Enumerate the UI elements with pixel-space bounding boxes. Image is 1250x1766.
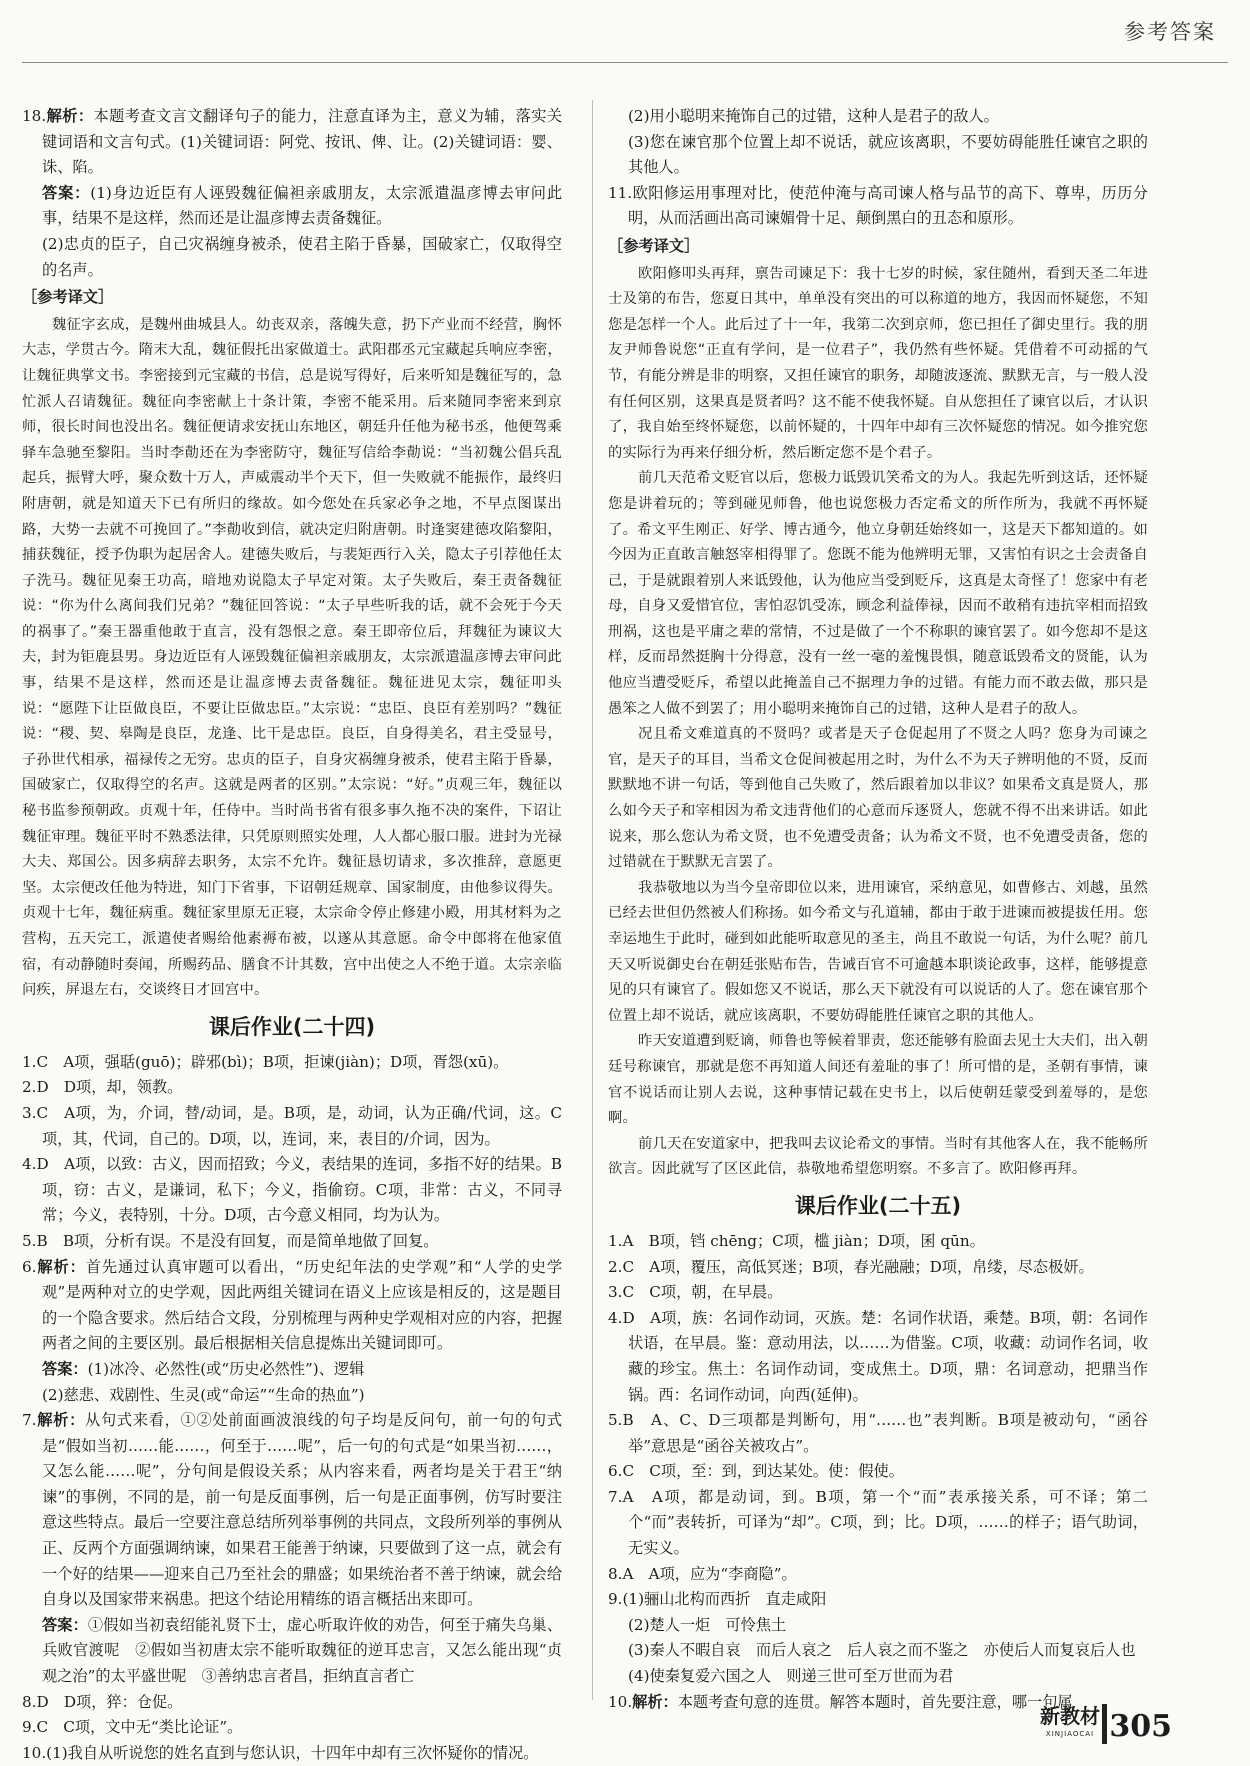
item-number: 6.	[22, 1257, 37, 1276]
item-text: 11.欧阳修运用事理对比，使范仲淹与高司谏人格与品节的高下、尊卑，历历分明，从而活画出高司谏媚骨十足、颠倒黑白的丑态和原形。	[608, 183, 1148, 228]
item-label: 答案	[42, 1615, 73, 1634]
answer-item	[608, 181, 1148, 232]
answer-item	[22, 1050, 562, 1076]
answer-item	[22, 1715, 562, 1741]
right-column	[608, 104, 1148, 1711]
item-text: 1.A B项，铛 chēng；C项，槛 jiàn；D项，囷 qūn。	[608, 1231, 985, 1250]
answer-subitem	[608, 1664, 1148, 1690]
answer-item	[608, 1255, 1148, 1281]
translation-paragraph: 前几天范希文贬官以后，您极力诋毁讥笑希文的为人。我起先听到这话，还怀疑您是讲着玩的；等到碰见师鲁，他也说您极力否定希文的所作所为，我就不再怀疑了。希文平生刚正、好学、博古通今，他立身朝廷始终如一，这是天下都知道的。如今因为正直敢言触怒宰相得罪了。您既不能为他辨明无罪，又害怕有识之士会责备自己，于是就跟着别人来诋毁他，认为他应当受到贬斥，这真是太奇怪了！您家中有老母，自身又爱惜官位，害怕忍饥受冻，顾念利益俸禄，因而不敢稍有违抗宰相而招致刑祸，这也是平庸之辈的常情，不过是做了一个不称职的谏官罢了。如今您却不是这样，反而昂然挺胸十分得意，没有一丝一毫的羞愧畏惧，随意诋毁希文的贤能，认为他应当遭受贬斥，希望以此掩盖自己不据理力争的过错。有能力而不敢去做，那只是愚笨之人做不到罢了；用小聪明来掩饰自己的过错，这种人是君子的敌人。	[608, 470, 1148, 717]
item-text: 4.D A项，族：名词作动词，灭族。楚：名词作状语，乘楚。B项，朝：名词作状语，在早晨。鉴：意动用法，以……为借鉴。C项，收藏：动词作名词，收藏的珍宝。焦土：名词作动词，变成焦土。D项，鼎：名词意动，把鼎当作锅。西：名词作动词，向西(延伸)。	[608, 1308, 1148, 1404]
section-heading: 课后作业(二十四)	[208, 1014, 376, 1039]
item-text: 5.B B项，分析有误。不是没有回复，而是简单地做了回复。	[22, 1231, 439, 1250]
item-text: 2.C A项，覆压，高低冥迷；B项，春光融融；D项，帛缕，尽态极妍。	[608, 1257, 1094, 1276]
item-label: 答案	[42, 1359, 73, 1378]
item-text: (1)冰冷、必然性(或“历史必然性”)、逻辑	[87, 1359, 365, 1378]
translation-paragraph: 况且希文难道真的不贤吗？或者是天子仓促起用了不贤之人吗？您身为司谏之官，是天子的耳目，当希文仓促间被起用之时，为什么不为天子辨明他的不贤，反而默默地不讲一句话，等到他自己失败了，然后跟着加以非议？如果希文真是贤人，那么如今天子和宰相因为希文违背他们的心意而斥逐贤人，您就不得不出来讲话。如此说来，那么您认为希文贤，也不免遭受责备；认为希文不贤，也不免遭受责备，您的过错就在于默默无言罢了。	[608, 726, 1148, 871]
item-label: 解析	[632, 1692, 663, 1711]
item-text: 8.A A项，应为“李商隐”。	[608, 1564, 797, 1583]
footer-brand-pinyin: XINJIAOCAI	[1045, 1730, 1095, 1738]
footer-brand	[1040, 1704, 1100, 1738]
item-text: 从句式来看，①②处前面画波浪线的句子均是反问句，前一句的句式是“假如当初……能……，何至于……呢”，后一句的句式是“如果当初……，又怎么能……呢”，分句间是假设关系；从内容来看，两者均是关于君王“纳谏”的事例，不同的是，前一句是反面事例，后一句是正面事例，仿写时要注意这些特点。最后一空要注意总结所列举事例的共同点，文段所列举的事例从正、反两个方面强调纳谏，如果君王能善于纳谏，只要做到了这一点，就会有一个好的结果——迎来自己乃至社会的鼎盛；如果统治者不善于纳谏，就会给自身以及国家带来祸患。把这个结论用精练的语言概括出来即可。	[42, 1411, 563, 1609]
answer-item	[22, 1101, 562, 1152]
item-text: (2)楚人一炬 可怜焦土	[628, 1615, 787, 1634]
answer-item	[608, 1306, 1148, 1408]
item-text: 9.(1)骊山北构而西折 直走咸阳	[608, 1590, 827, 1609]
translation-paragraph: 前几天在安道家中，把我叫去议论希文的事情。当时有其他客人在，我不能畅所欲言。因此就写了区区此信，恭敬地希望您明察。不多言了。欧阳修再拜。	[608, 1135, 1148, 1178]
answer-subitem	[22, 232, 562, 283]
left-column	[22, 104, 563, 1762]
item-text: 9.C C项，文中无“类比论证”。	[22, 1718, 243, 1737]
answer-subitem	[22, 1383, 562, 1409]
item-text: 1.C A项，强聒(guō)；辟邪(bì)；B项，拒谏(jiàn)；D项，胥怨(xū)。	[22, 1052, 509, 1071]
item-number: 18.	[22, 107, 47, 125]
translation-paragraph: 我恭敬地以为当今皇帝即位以来，进用谏官，采纳意见，如曹修古、刘越，虽然已经去世但仍然被人们称扬。如今希文与孔道辅，都由于敢于进谏而被提拔任用。您幸运地生于此时，碰到如此能听取意见的圣主，尚且不敢说一句话，为什么呢？前几天又听说御史台在朝廷张贴布告，告诫百官不可逾越本职谈论政事，这样，能够提意见的只有谏官了。假如您又不说话，那么天下就没有可以说话的人了。您在谏官那个位置上却不说话，就应该离职，不要妨碍能胜任谏官之职的其他人。	[608, 879, 1148, 1024]
answer-item	[608, 1485, 1148, 1562]
item-text: (2)用小聪明来掩饰自己的过错，这种人是君子的敌人。	[628, 107, 999, 125]
item-text: 本题考查句意的连贯。解答本题时，首先要注意，哪一句属	[677, 1692, 1073, 1711]
item-text: 10.(1)我自从听说您的姓名直到与您认识，十四年中却有三次怀疑你的情况。	[22, 1743, 539, 1762]
item-text: 4.D A项，以致：古义，因而招致；今义，表结果的连词，多指不好的结果。B项，窃：古义，是谦词，私下；今义，指偷窃。C项，非常：古义，不同寻常；今义，表特别，十分。D项，古今意义相同，均为认为。	[22, 1155, 562, 1225]
item-text: (2)忠贞的臣子，自己灾祸缠身被杀，使君主陷于昏暴，国破家亡，仅取得空的名声。	[42, 234, 562, 279]
label-colon: ：	[69, 1411, 86, 1430]
answer-item	[608, 1408, 1148, 1459]
answer-subitem	[22, 1357, 562, 1383]
answer-item	[22, 1690, 562, 1716]
item-text: 本题考查文言文翻译句子的能力，注意直译为主，意义为辅，落实关键词语和文言句式。(1)关键词语：阿党、按讯、俾、让。(2)关键词语：婴、诛、陷。	[42, 107, 563, 177]
translation-paragraph: 欧阳修叩头再拜，禀告司谏足下：我十七岁的时候，家住随州，看到天圣二年进士及第的布告，您夏日其中，单单没有突出的可以称道的地方，我因而怀疑您，不知您是怎样一个人。此后过了十一年，我第二次到京师，您已担任了御史里行。我的朋友尹师鲁说您“正直有学问，是一位君子”，我仍然有些怀疑。凭借着不可动摇的气节，有能分辨是非的明察，又担任谏官的职务，却随波逐流、默默无言，与一般人没有任何区别，这果真是贤者吗？这不能不使我怀疑。自从您担任了谏官以后，才认识了，我自始至终怀疑您，以前怀疑的，十四年中却有三次怀疑您的情况。如今推究您的实际行为再来仔细分析，然后断定您不是个君子。	[608, 265, 1148, 461]
answer-item	[22, 1255, 562, 1357]
item-label: 解析	[36, 1257, 70, 1276]
answer-item	[608, 1280, 1148, 1306]
item-label: 答案	[42, 183, 75, 202]
item-text: 5.B A、C、D三项都是判断句，用“……也”表判断。B项是被动句，“函谷举”意思是“函谷关被攻占”。	[608, 1411, 1148, 1455]
item-number: 10.	[608, 1692, 633, 1711]
item-text: (3)您在谏官那个位置上却不说话，就应该离职，不要妨碍能胜任谏官之职的其他人。	[628, 132, 1148, 177]
item-text: 8.D D项，猝：仓促。	[22, 1692, 183, 1711]
answer-subitem	[608, 104, 1148, 130]
answer-subitem	[608, 1613, 1148, 1639]
translation-paragraph: 魏征字玄成，是魏州曲城县人。幼丧双亲，落魄失意，扔下产业而不经营，胸怀大志，学贯古今。隋末大乱，魏征假托出家做道士。武阳郡丞元宝藏起兵响应李密，让魏征典掌文书。李密接到元宝藏的书信，总是说写得好，后来听知是魏征写的，急忙派人召请魏征。魏征向李密献上十条计策，李密不能采用。后来随同李密来到京师，很长时间也没出名。魏征便请求安抚山东地区，朝廷升任他为秘书丞，他便驾乘驿车急驰至黎阳。当时李勣还在为李密防守，魏征写信给李勣说：“当初魏公倡兵乱起兵，振臂大呼，聚众数十万人，声威震动半个天下，但一失败就不能振作，最终归附唐朝，就是知道天下已有所归的缘故。如今您处在兵家必争之地，不早点图谋出路，大势一去就不可挽回了。”李勣收到信，就决定归附唐朝。时逢窦建德攻陷黎阳，捕获魏征，授予伪职为起居舍人。建德失败后，与裴矩西行入关，隐太子引荐他任太子洗马。魏征见秦王功高，暗地劝说隐太子早定对策。太子失败后，秦王责备魏征说：“你为什么离间我们兄弟？”魏征回答说：“太子早些听我的话，就不会死于今天的祸事了。”秦王器重他敢于直言，没有怨恨之意。秦王即帝位后，拜魏征为谏议大夫，封为钜鹿县男。身边近臣有人诬毁魏征偏袒亲戚朋友，太宗派遣温彦博去审问此事，结果不是这样，然而还是让温彦博去责备魏征。魏征进见太宗，魏征叩头说：“愿陛下让臣做良臣，不要让臣做忠臣。”太宗说：“忠臣、良臣有差别吗？”魏征说：“稷、契、皋陶是良臣，龙逢、比干是忠臣。良臣，自身得美名，君主受显号，子孙世代相承，福禄传之无穷。忠贞的臣子，自身灾祸缠身被杀，使君主陷于昏暴，国破家亡，仅取得空的名声。这就是两者的区别。”太宗说：“好。”贞观三年，魏征以秘书监参预朝政。贞观十年，任侍中。当时尚书省有很多事久拖不决的案件，下诏让魏征审理。魏征平时不熟悉法律，只凭原则照实处理，人人都心服口服。进封为光禄大夫、郑国公。因多病辞去职务，太宗不允许。魏征恳切请求，多次推辞，意愿更坚。太宗便改任他为特进，知门下省事，下诏朝廷规章、国家制度，由他参议得失。贞观十七年，魏征病重。魏征家里原无正寝，太宗命令停止修建小殿，用其材料为之营构，五天完工，派遣使者赐给他素褥布被，以遂从其意愿。命令中郎将在他家值宿，有动静随时奏闻，所赐药品、膳食不计其数，宫中出使之人不绝于道。太宗亲临问疾，屏退左右，交谈终日才回宫中。	[22, 316, 562, 999]
answer-item	[22, 1741, 562, 1766]
item-text: (3)秦人不暇自哀 而后人哀之 后人哀之而不鉴之 亦使后人而复哀后人也	[628, 1641, 1136, 1660]
answer-item	[608, 1562, 1148, 1588]
item-label: 解析	[36, 1411, 70, 1430]
answer-subitem	[22, 1613, 562, 1690]
answer-item	[22, 104, 562, 181]
answer-subitem	[608, 130, 1148, 181]
item-text: 3.C A项，为，介词，替/动词，是。B项，是，动词，认为正确/代词，这。C项，其，代词，自己的。D项，以，连词，来，表目的/介词，因为。	[22, 1103, 562, 1148]
answer-item	[22, 1229, 562, 1255]
answer-item	[608, 1229, 1148, 1255]
footer-brand-text: 新教材	[1040, 1704, 1100, 1729]
label-colon: ：	[77, 107, 94, 125]
item-label: 解析	[46, 107, 78, 125]
item-text: 首先通过认真审题可以看出，“历史纪年法的史学观”和“人学的史学观”是两种对立的史学观，因此两组关键词在语义上应该是相反的，这是题目的一个隐含要求。然后结合文段，分别梳理与两种史学观相对应的内容，把握两者之间的主要区别。最后根据相关信息提炼出关键词即可。	[42, 1257, 563, 1353]
label-colon: ：	[72, 1615, 88, 1634]
answer-item	[608, 1459, 1148, 1485]
translation-paragraph: 昨天安道遭到贬谪，师鲁也等候着罪责，您还能够有脸面去见士大夫们，出入朝廷号称谏官，那就是您不再知道人间还有羞耻的事了！所可惜的是，圣朝有事情，谏官不说话而让别人去说，这种事情记载在史书上，以后使朝廷蒙受到羞辱的，是您啊。	[608, 1033, 1148, 1127]
item-number: 7.	[22, 1411, 37, 1430]
item-text: (4)使秦复爱六国之人 则递三世可至万世而为君	[628, 1667, 954, 1686]
answer-item	[22, 1408, 562, 1613]
item-text: ①假如当初袁绍能礼贤下士，虚心听取许攸的劝告，何至于痛失乌巢、兵败官渡呢 ②假如当初唐太宗不能听取魏征的逆耳忠言，又怎么能出现“贞观之治”的太平盛世呢 ③善纳忠言者昌，拒纳直言者亡	[42, 1615, 563, 1686]
translation-label: ［参考译文］	[22, 288, 114, 307]
header-rule	[22, 62, 1228, 63]
page-header-title: 参考答案	[1124, 20, 1216, 44]
item-text: 3.C C项，朝，在早晨。	[608, 1283, 783, 1302]
translation-label: ［参考译文］	[608, 236, 700, 255]
label-colon: ：	[662, 1692, 678, 1711]
label-colon: ：	[74, 183, 91, 202]
section-heading: 课后作业(二十五)	[794, 1193, 962, 1218]
answer-subitem	[608, 1638, 1148, 1664]
item-text: 7.A A项，都是动词，到。B项，第一个“而”表承接关系，可不译；第二个“而”表转折，可译为“却”。C项，到；比。D项，……的样子；语气助词，无实义。	[608, 1487, 1148, 1558]
item-text: (2)慈悲、戏剧性、生灵(或“命运”“生命的热血”)	[42, 1385, 365, 1404]
answer-item	[608, 1587, 1148, 1613]
answer-item	[22, 1075, 562, 1101]
answer-item	[22, 1152, 562, 1229]
item-text: 6.C C项，至：到，到达某处。使：假使。	[608, 1462, 904, 1481]
answer-subitem	[22, 181, 562, 232]
item-text: (1)身边近臣有人诬毁魏征偏袒亲戚朋友，太宗派遣温彦博去审问此事，结果不是这样，然而还是让温彦博去责备魏征。	[42, 183, 563, 228]
label-colon: ：	[69, 1257, 86, 1276]
page-number: 305	[1109, 1709, 1172, 1745]
label-colon: ：	[72, 1359, 88, 1378]
item-text: 2.D D项，却，领教。	[22, 1078, 183, 1097]
column-divider	[592, 100, 593, 1700]
footer-bar	[1102, 1704, 1107, 1744]
